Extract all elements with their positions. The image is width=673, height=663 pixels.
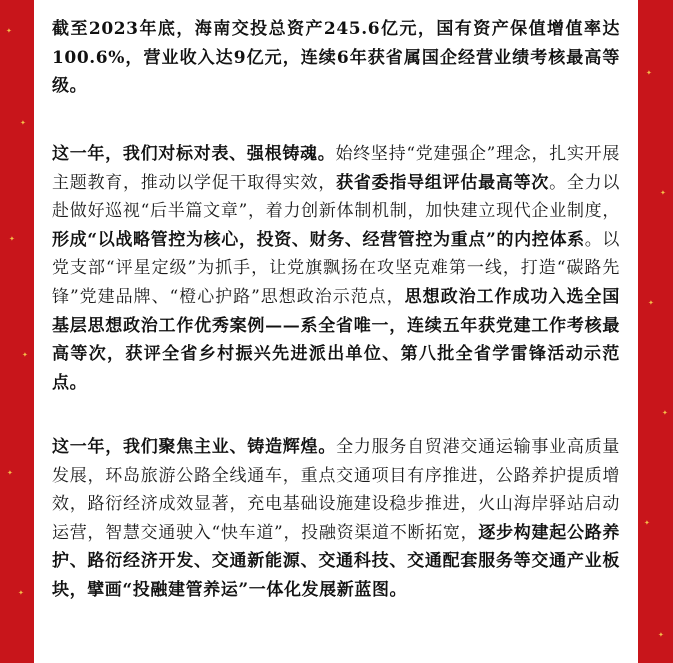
paragraph-summary (52, 15, 620, 101)
article-page (34, 0, 638, 663)
sparkle-icon: ✦ (658, 631, 664, 639)
paragraph-bold-text: 形成“以战略管控为核心，投资、财务、经营管控为重点”的内控体系 (52, 229, 585, 250)
sparkle-icon: ✦ (646, 69, 652, 77)
right-red-border (638, 0, 673, 663)
paragraph-text: 。全力以赴做好巡视“后半篇文章”，着力创新体制机制，加快建立现代企业制度， (52, 172, 621, 222)
sparkle-icon: ✦ (6, 27, 12, 35)
paragraph-lead: 这一年，我们聚焦主业、铸造辉煌。 (52, 437, 337, 457)
sparkle-icon: ✦ (9, 235, 15, 243)
paragraph-party-building (52, 140, 620, 397)
paragraph-bold-text: 思想政治工作成功入选全国基层思想政治工作优秀案例——系全省唯一，连续五年获党建工作考核最高等次，获评全省乡村振兴先进派出单位、第八批全省学雷锋活动示范点。 (52, 286, 621, 393)
sparkle-icon: ✦ (7, 469, 13, 477)
sparkle-icon: ✦ (22, 351, 28, 359)
left-red-border (0, 0, 34, 663)
sparkle-icon: ✦ (18, 589, 24, 597)
sparkle-icon: ✦ (20, 119, 26, 127)
sparkle-icon: ✦ (648, 299, 654, 307)
sparkle-icon: ✦ (660, 189, 666, 197)
paragraph-text: 全力服务自贸港交通运输事业高质量发展，环岛旅游公路全线通车，重点交通项目有序推进，公路养护提质增效，路衍经济成效显著，充电基础设施建设稳步推进，火山海岸驿站启动运营，智慧交通驶入“快车道”，投融资渠道不断拓宽， (52, 437, 620, 543)
sparkle-icon: ✦ (644, 519, 650, 527)
paragraph-bold-text: 获省委指导组评估最高等次 (336, 172, 550, 193)
paragraph-text: 始终坚持“党建强企”理念，扎实开展主题教育，推动以学促干取得实效， (52, 144, 620, 193)
paragraph-main-business (52, 433, 620, 605)
paragraph-bold-text: 逐步构建起公路养护、路衍经济开发、交通新能源、交通科技、交通配套服务等交通产业板块，擘画“投融建管养运”一体化发展新蓝图。 (52, 522, 620, 600)
summary-bold-text: 截至2023年底，海南交投总资产245.6亿元，国有资产保值增值率达100.6%，营业收入达9亿元，连续6年获省属国企经营业绩考核最高等级。 (52, 19, 620, 97)
paragraph-lead: 这一年，我们对标对表、强根铸魂。 (52, 144, 336, 164)
sparkle-icon: ✦ (662, 409, 668, 417)
paragraph-text: 。以党支部“评星定级”为抓手，让党旗飘扬在攻坚克难第一线，打造“碳路先锋”党建品牌、“橙心护路”思想政治示范点， (52, 229, 621, 307)
